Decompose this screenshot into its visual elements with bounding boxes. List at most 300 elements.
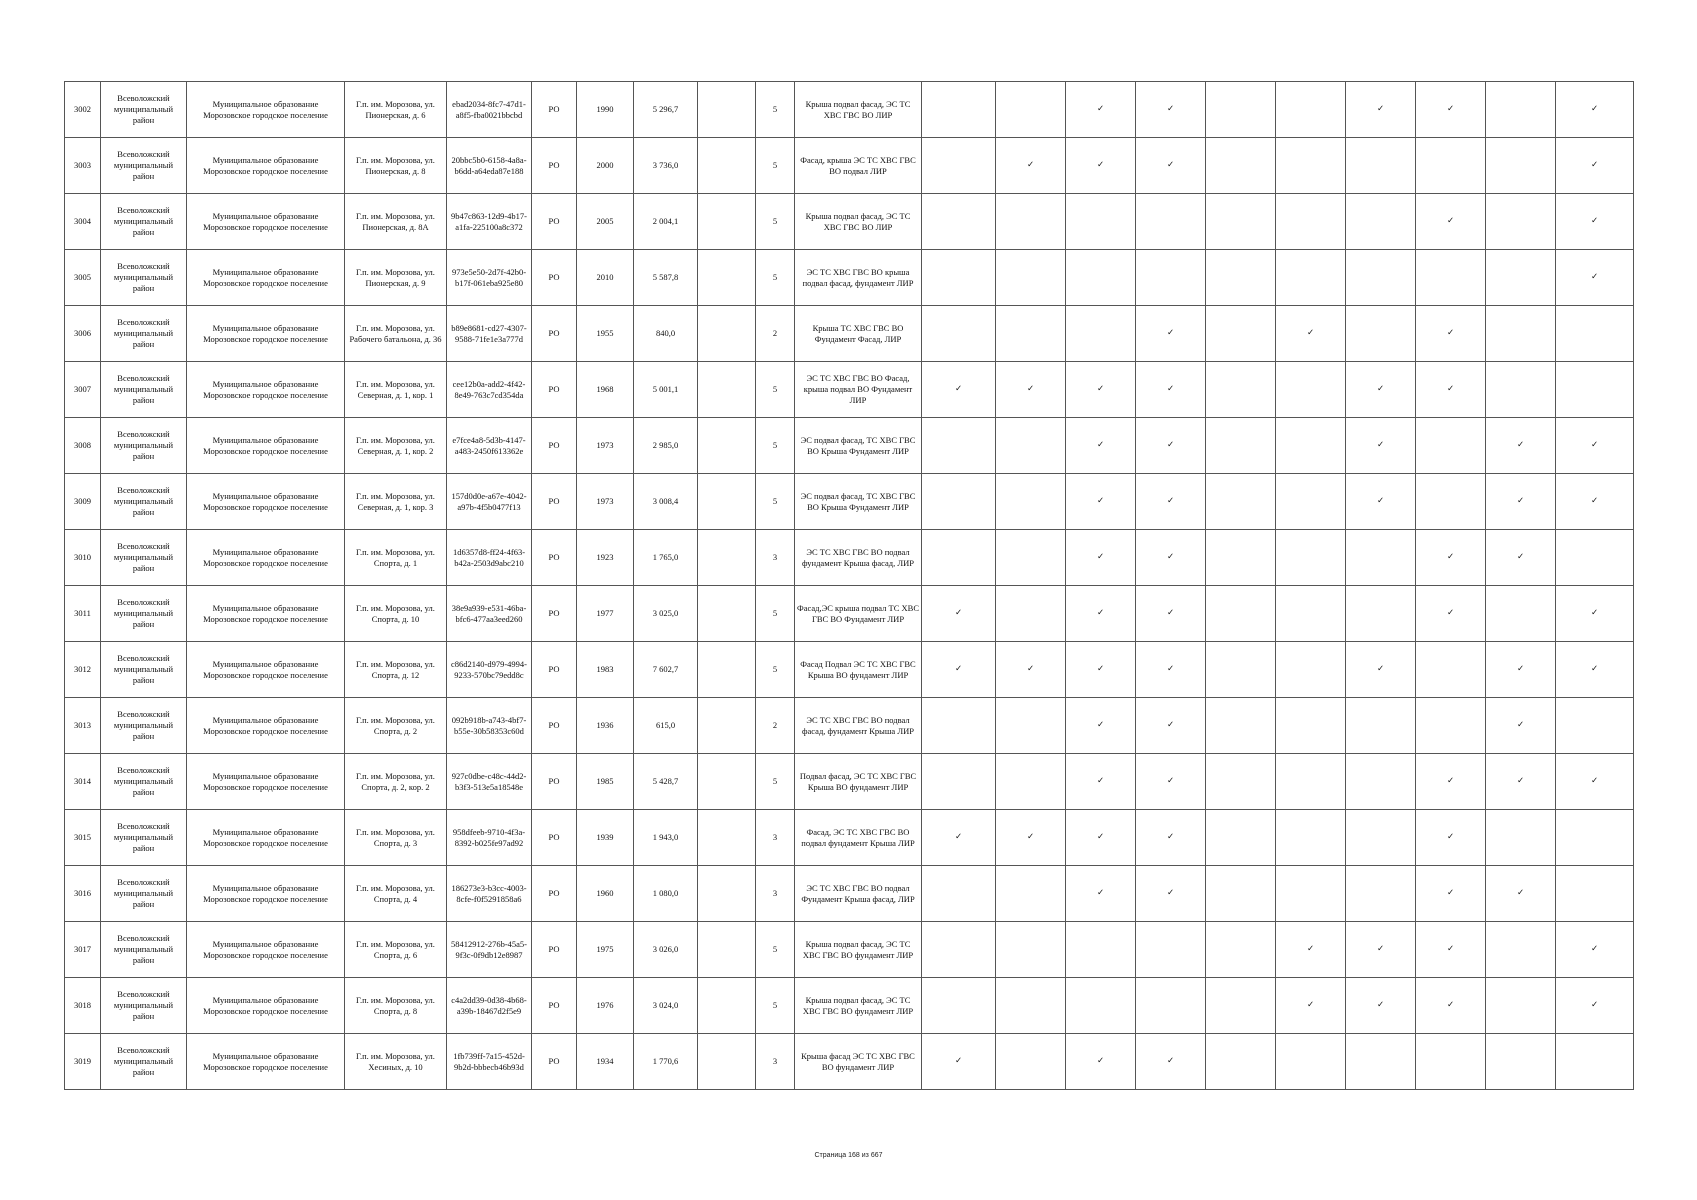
fund-form-cell: РО: [532, 922, 577, 978]
empty-cell: [698, 754, 756, 810]
check-icon: ✓: [1376, 664, 1385, 674]
work-check-cell: [1066, 82, 1136, 138]
district-cell: Всеволожский муниципальный район: [101, 362, 187, 418]
municipality-cell: Муниципальное образование Морозовское городское поселение: [187, 922, 345, 978]
empty-cell: [698, 1034, 756, 1090]
work-check-cell: [1066, 642, 1136, 698]
work-check-cell: [1346, 754, 1416, 810]
work-check-cell: [1346, 474, 1416, 530]
work-check-cell: [1486, 754, 1556, 810]
work-check-cell: [1066, 1034, 1136, 1090]
work-check-cell: [1346, 194, 1416, 250]
address-cell: Г.п. им. Морозова, ул. Северная, д. 1, кор. 1: [345, 362, 447, 418]
work-check-cell: [1206, 698, 1276, 754]
table-row: [65, 642, 1634, 698]
work-check-cell: [1066, 474, 1136, 530]
area-cell: 1 770,6: [634, 1034, 698, 1090]
work-check-cell: [1206, 810, 1276, 866]
table-row: [65, 810, 1634, 866]
work-check-cell: [996, 586, 1066, 642]
address-cell: Г.п. им. Морозова, ул. Спорта, д. 3: [345, 810, 447, 866]
check-icon: ✓: [1376, 440, 1385, 450]
work-check-cell: [922, 642, 996, 698]
empty-cell: [698, 194, 756, 250]
area-cell: 7 602,7: [634, 642, 698, 698]
guid-cell: c86d2140-d979-4994-9233-570bc79edd8c: [447, 642, 532, 698]
work-check-cell: [922, 82, 996, 138]
check-icon: ✓: [1096, 832, 1105, 842]
work-check-cell: [1136, 642, 1206, 698]
work-check-cell: [996, 194, 1066, 250]
district-cell: Всеволожский муниципальный район: [101, 698, 187, 754]
work-check-cell: [1206, 978, 1276, 1034]
work-check-cell: [922, 250, 996, 306]
work-check-cell: [1416, 698, 1486, 754]
work-check-cell: [1346, 82, 1416, 138]
work-check-cell: [1416, 866, 1486, 922]
work-check-cell: [1486, 1034, 1556, 1090]
works-cell: ЭС подвал фасад, ТС ХВС ГВС ВО Крыша Фундамент ЛИР: [795, 474, 922, 530]
floors-cell: 5: [756, 194, 795, 250]
check-icon: ✓: [1376, 496, 1385, 506]
address-cell: Г.п. им. Морозова, ул. Спорта, д. 6: [345, 922, 447, 978]
work-check-cell: [1486, 530, 1556, 586]
works-cell: ЭС ТС ХВС ГВС ВО подвал фасад, фундамент Крыша ЛИР: [795, 698, 922, 754]
check-icon: ✓: [1376, 1000, 1385, 1010]
check-icon: ✓: [1590, 776, 1599, 786]
work-check-cell: [1486, 138, 1556, 194]
check-icon: ✓: [1376, 944, 1385, 954]
municipality-cell: Муниципальное образование Морозовское городское поселение: [187, 138, 345, 194]
district-cell: Всеволожский муниципальный район: [101, 306, 187, 362]
build-year-cell: 1976: [577, 978, 634, 1034]
work-check-cell: [1556, 922, 1634, 978]
work-check-cell: [1346, 642, 1416, 698]
area-cell: 2 985,0: [634, 418, 698, 474]
district-cell: Всеволожский муниципальный район: [101, 418, 187, 474]
check-icon: ✓: [1166, 496, 1175, 506]
work-check-cell: [1276, 754, 1346, 810]
floors-cell: 3: [756, 1034, 795, 1090]
work-check-cell: [1206, 1034, 1276, 1090]
address-cell: Г.п. им. Морозова, ул. Спорта, д. 2: [345, 698, 447, 754]
build-year-cell: 1968: [577, 362, 634, 418]
check-icon: ✓: [1446, 1000, 1455, 1010]
check-icon: ✓: [954, 1056, 963, 1066]
build-year-cell: 1973: [577, 418, 634, 474]
work-check-cell: [1416, 530, 1486, 586]
work-check-cell: [1416, 194, 1486, 250]
work-check-cell: [1346, 1034, 1416, 1090]
work-check-cell: [1136, 418, 1206, 474]
work-check-cell: [1136, 306, 1206, 362]
guid-cell: c4a2dd39-0d38-4b68-a39b-18467d2f5e9: [447, 978, 532, 1034]
area-cell: 3 736,0: [634, 138, 698, 194]
row-number: 3003: [65, 138, 101, 194]
build-year-cell: 1985: [577, 754, 634, 810]
work-check-cell: [1066, 194, 1136, 250]
area-cell: 615,0: [634, 698, 698, 754]
works-cell: ЭС ТС ХВС ГВС ВО Фасад, крыша подвал ВО Фундамент ЛИР: [795, 362, 922, 418]
work-check-cell: [1556, 754, 1634, 810]
municipality-cell: Муниципальное образование Морозовское городское поселение: [187, 978, 345, 1034]
empty-cell: [698, 362, 756, 418]
row-number: 3015: [65, 810, 101, 866]
work-check-cell: [1066, 866, 1136, 922]
work-check-cell: [922, 474, 996, 530]
row-number: 3006: [65, 306, 101, 362]
work-check-cell: [1066, 250, 1136, 306]
build-year-cell: 2005: [577, 194, 634, 250]
work-check-cell: [1206, 642, 1276, 698]
work-check-cell: [1136, 978, 1206, 1034]
check-icon: ✓: [1446, 608, 1455, 618]
work-check-cell: [996, 530, 1066, 586]
check-icon: ✓: [1306, 1000, 1315, 1010]
table-row: [65, 306, 1634, 362]
check-icon: ✓: [954, 608, 963, 618]
district-cell: Всеволожский муниципальный район: [101, 530, 187, 586]
works-cell: Фасад, ЭС ТС ХВС ГВС ВО подвал фундамент Крыша ЛИР: [795, 810, 922, 866]
fund-form-cell: РО: [532, 754, 577, 810]
work-check-cell: [922, 1034, 996, 1090]
page-footer: Страница 168 из 667: [814, 1152, 883, 1159]
work-check-cell: [1206, 306, 1276, 362]
work-check-cell: [1206, 866, 1276, 922]
row-number: 3013: [65, 698, 101, 754]
work-check-cell: [1136, 194, 1206, 250]
guid-cell: 973e5e50-2d7f-42b0-b17f-061eba925e80: [447, 250, 532, 306]
work-check-cell: [1346, 922, 1416, 978]
work-check-cell: [1416, 586, 1486, 642]
work-check-cell: [1486, 586, 1556, 642]
check-icon: ✓: [1096, 664, 1105, 674]
address-cell: Г.п. им. Морозова, ул. Пионерская, д. 8: [345, 138, 447, 194]
work-check-cell: [1486, 978, 1556, 1034]
work-check-cell: [1206, 418, 1276, 474]
build-year-cell: 1955: [577, 306, 634, 362]
empty-cell: [698, 250, 756, 306]
check-icon: ✓: [1516, 720, 1525, 730]
municipality-cell: Муниципальное образование Морозовское городское поселение: [187, 418, 345, 474]
guid-cell: 092b918b-a743-4bf7-b55e-30b58353c60d: [447, 698, 532, 754]
check-icon: ✓: [1590, 440, 1599, 450]
check-icon: ✓: [1590, 608, 1599, 618]
build-year-cell: 1973: [577, 474, 634, 530]
district-cell: Всеволожский муниципальный район: [101, 866, 187, 922]
build-year-cell: 1983: [577, 642, 634, 698]
check-icon: ✓: [1166, 440, 1175, 450]
work-check-cell: [1416, 362, 1486, 418]
table-row: [65, 754, 1634, 810]
fund-form-cell: РО: [532, 250, 577, 306]
work-check-cell: [1346, 810, 1416, 866]
row-number: 3017: [65, 922, 101, 978]
table-body: [65, 82, 1634, 1090]
municipality-cell: Муниципальное образование Морозовское городское поселение: [187, 474, 345, 530]
table-row: [65, 586, 1634, 642]
check-icon: ✓: [1166, 384, 1175, 394]
table-row: [65, 418, 1634, 474]
check-icon: ✓: [1590, 664, 1599, 674]
municipality-cell: Муниципальное образование Морозовское городское поселение: [187, 1034, 345, 1090]
table-row: [65, 978, 1634, 1034]
floors-cell: 5: [756, 922, 795, 978]
guid-cell: 157d0d0e-a67e-4042-a97b-4f5b0477f13: [447, 474, 532, 530]
work-check-cell: [1066, 306, 1136, 362]
check-icon: ✓: [1446, 832, 1455, 842]
address-cell: Г.п. им. Морозова, ул. Северная, д. 1, кор. 2: [345, 418, 447, 474]
work-check-cell: [1346, 362, 1416, 418]
work-check-cell: [1206, 250, 1276, 306]
check-icon: ✓: [1590, 944, 1599, 954]
work-check-cell: [1276, 642, 1346, 698]
district-cell: Всеволожский муниципальный район: [101, 810, 187, 866]
work-check-cell: [1346, 530, 1416, 586]
guid-cell: e7fce4a8-5d3b-4147-a483-2450f613362e: [447, 418, 532, 474]
work-check-cell: [996, 698, 1066, 754]
work-check-cell: [1276, 418, 1346, 474]
work-check-cell: [996, 474, 1066, 530]
municipality-cell: Муниципальное образование Морозовское городское поселение: [187, 698, 345, 754]
empty-cell: [698, 866, 756, 922]
check-icon: ✓: [1376, 384, 1385, 394]
work-check-cell: [1486, 810, 1556, 866]
work-check-cell: [1276, 922, 1346, 978]
work-check-cell: [1206, 586, 1276, 642]
floors-cell: 5: [756, 586, 795, 642]
work-check-cell: [1486, 474, 1556, 530]
check-icon: ✓: [1516, 496, 1525, 506]
work-check-cell: [1486, 362, 1556, 418]
work-check-cell: [1556, 418, 1634, 474]
fund-form-cell: РО: [532, 418, 577, 474]
work-check-cell: [1276, 1034, 1346, 1090]
works-cell: ЭС ТС ХВС ГВС ВО подвал фундамент Крыша фасад, ЛИР: [795, 530, 922, 586]
empty-cell: [698, 418, 756, 474]
fund-form-cell: РО: [532, 530, 577, 586]
district-cell: Всеволожский муниципальный район: [101, 922, 187, 978]
address-cell: Г.п. им. Морозова, ул. Спорта, д. 8: [345, 978, 447, 1034]
check-icon: ✓: [1446, 776, 1455, 786]
district-cell: Всеволожский муниципальный район: [101, 138, 187, 194]
work-check-cell: [996, 978, 1066, 1034]
work-check-cell: [1136, 1034, 1206, 1090]
work-check-cell: [996, 138, 1066, 194]
work-check-cell: [1416, 138, 1486, 194]
area-cell: 5 296,7: [634, 82, 698, 138]
empty-cell: [698, 586, 756, 642]
check-icon: ✓: [1166, 720, 1175, 730]
check-icon: ✓: [1096, 776, 1105, 786]
work-check-cell: [1416, 922, 1486, 978]
work-check-cell: [1556, 194, 1634, 250]
check-icon: ✓: [954, 832, 963, 842]
table-row: [65, 866, 1634, 922]
work-check-cell: [1136, 362, 1206, 418]
build-year-cell: 2010: [577, 250, 634, 306]
work-check-cell: [1556, 866, 1634, 922]
address-cell: Г.п. им. Морозова, ул. Спорта, д. 2, кор. 2: [345, 754, 447, 810]
fund-form-cell: РО: [532, 978, 577, 1034]
work-check-cell: [1556, 138, 1634, 194]
works-cell: ЭС ТС ХВС ГВС ВО подвал Фундамент Крыша фасад, ЛИР: [795, 866, 922, 922]
work-check-cell: [1206, 138, 1276, 194]
floors-cell: 3: [756, 866, 795, 922]
work-check-cell: [1556, 642, 1634, 698]
check-icon: ✓: [1026, 160, 1035, 170]
work-check-cell: [922, 586, 996, 642]
work-check-cell: [922, 530, 996, 586]
address-cell: Г.п. им. Морозова, ул. Пионерская, д. 8А: [345, 194, 447, 250]
work-check-cell: [1206, 362, 1276, 418]
empty-cell: [698, 82, 756, 138]
work-check-cell: [1276, 250, 1346, 306]
fund-form-cell: РО: [532, 1034, 577, 1090]
check-icon: ✓: [1446, 552, 1455, 562]
guid-cell: 186273e3-b3cc-4003-8cfe-f0f5291858a6: [447, 866, 532, 922]
municipality-cell: Муниципальное образование Морозовское городское поселение: [187, 530, 345, 586]
address-cell: Г.п. им. Морозова, ул. Спорта, д. 12: [345, 642, 447, 698]
district-cell: Всеволожский муниципальный район: [101, 754, 187, 810]
district-cell: Всеволожский муниципальный район: [101, 194, 187, 250]
check-icon: ✓: [1166, 1056, 1175, 1066]
address-cell: Г.п. им. Морозова, ул. Спорта, д. 1: [345, 530, 447, 586]
work-check-cell: [1136, 530, 1206, 586]
build-year-cell: 1936: [577, 698, 634, 754]
check-icon: ✓: [1026, 832, 1035, 842]
floors-cell: 5: [756, 138, 795, 194]
empty-cell: [698, 922, 756, 978]
build-year-cell: 1934: [577, 1034, 634, 1090]
check-icon: ✓: [954, 664, 963, 674]
work-check-cell: [1136, 866, 1206, 922]
work-check-cell: [1276, 586, 1346, 642]
check-icon: ✓: [1096, 720, 1105, 730]
work-check-cell: [922, 194, 996, 250]
empty-cell: [698, 474, 756, 530]
work-check-cell: [996, 362, 1066, 418]
work-check-cell: [1066, 810, 1136, 866]
fund-form-cell: РО: [532, 82, 577, 138]
work-check-cell: [1556, 474, 1634, 530]
municipality-cell: Муниципальное образование Морозовское городское поселение: [187, 810, 345, 866]
municipality-cell: Муниципальное образование Морозовское городское поселение: [187, 866, 345, 922]
check-icon: ✓: [1166, 608, 1175, 618]
work-check-cell: [996, 922, 1066, 978]
work-check-cell: [1556, 698, 1634, 754]
work-check-cell: [922, 978, 996, 1034]
table-row: [65, 82, 1634, 138]
work-check-cell: [1556, 530, 1634, 586]
works-cell: Крыша подвал фасад, ЭС ТС ХВС ГВС ВО ЛИР: [795, 194, 922, 250]
check-icon: ✓: [1096, 608, 1105, 618]
work-check-cell: [996, 250, 1066, 306]
fund-form-cell: РО: [532, 698, 577, 754]
work-check-cell: [1136, 754, 1206, 810]
check-icon: ✓: [1446, 216, 1455, 226]
empty-cell: [698, 306, 756, 362]
empty-cell: [698, 978, 756, 1034]
work-check-cell: [922, 810, 996, 866]
work-check-cell: [1066, 530, 1136, 586]
work-check-cell: [922, 418, 996, 474]
area-cell: 1 943,0: [634, 810, 698, 866]
work-check-cell: [1556, 306, 1634, 362]
work-check-cell: [1066, 362, 1136, 418]
check-icon: ✓: [1096, 552, 1105, 562]
table-row: [65, 530, 1634, 586]
check-icon: ✓: [1446, 328, 1455, 338]
work-check-cell: [996, 810, 1066, 866]
area-cell: 3 025,0: [634, 586, 698, 642]
work-check-cell: [922, 138, 996, 194]
guid-cell: b89e8681-cd27-4307-9588-71fe1e3a777d: [447, 306, 532, 362]
floors-cell: 2: [756, 698, 795, 754]
address-cell: Г.п. им. Морозова, ул. Пионерская, д. 6: [345, 82, 447, 138]
work-check-cell: [1556, 810, 1634, 866]
work-check-cell: [1556, 82, 1634, 138]
check-icon: ✓: [1096, 104, 1105, 114]
work-check-cell: [1276, 530, 1346, 586]
area-cell: 3 024,0: [634, 978, 698, 1034]
municipality-cell: Муниципальное образование Морозовское городское поселение: [187, 194, 345, 250]
check-icon: ✓: [1590, 496, 1599, 506]
fund-form-cell: РО: [532, 866, 577, 922]
work-check-cell: [1066, 978, 1136, 1034]
work-check-cell: [1486, 866, 1556, 922]
guid-cell: 958dfeeb-9710-4f3a-8392-b025fe97ad92: [447, 810, 532, 866]
work-check-cell: [996, 754, 1066, 810]
work-check-cell: [1346, 138, 1416, 194]
check-icon: ✓: [1446, 888, 1455, 898]
work-check-cell: [1416, 754, 1486, 810]
check-icon: ✓: [1166, 104, 1175, 114]
check-icon: ✓: [1166, 328, 1175, 338]
fund-form-cell: РО: [532, 586, 577, 642]
row-number: 3009: [65, 474, 101, 530]
build-year-cell: 1960: [577, 866, 634, 922]
municipality-cell: Муниципальное образование Морозовское городское поселение: [187, 250, 345, 306]
work-check-cell: [1136, 810, 1206, 866]
build-year-cell: 2000: [577, 138, 634, 194]
work-check-cell: [996, 418, 1066, 474]
check-icon: ✓: [1516, 440, 1525, 450]
works-cell: Фасад, крыша ЭС ТС ХВС ГВС ВО подвал ЛИР: [795, 138, 922, 194]
work-check-cell: [1416, 418, 1486, 474]
check-icon: ✓: [1096, 496, 1105, 506]
row-number: 3002: [65, 82, 101, 138]
area-cell: 3 008,4: [634, 474, 698, 530]
build-year-cell: 1939: [577, 810, 634, 866]
guid-cell: 9b47c863-12d9-4b17-a1fa-225100a8c372: [447, 194, 532, 250]
district-cell: Всеволожский муниципальный район: [101, 978, 187, 1034]
floors-cell: 5: [756, 474, 795, 530]
work-check-cell: [1486, 306, 1556, 362]
area-cell: 3 026,0: [634, 922, 698, 978]
work-check-cell: [1066, 922, 1136, 978]
check-icon: ✓: [1166, 832, 1175, 842]
fund-form-cell: РО: [532, 362, 577, 418]
work-check-cell: [1136, 922, 1206, 978]
fund-form-cell: РО: [532, 306, 577, 362]
table-row: [65, 250, 1634, 306]
check-icon: ✓: [1590, 160, 1599, 170]
row-number: 3011: [65, 586, 101, 642]
table-row: [65, 698, 1634, 754]
district-cell: Всеволожский муниципальный район: [101, 1034, 187, 1090]
works-cell: Фасад,ЭС крыша подвал ТС ХВС ГВС ВО Фундамент ЛИР: [795, 586, 922, 642]
